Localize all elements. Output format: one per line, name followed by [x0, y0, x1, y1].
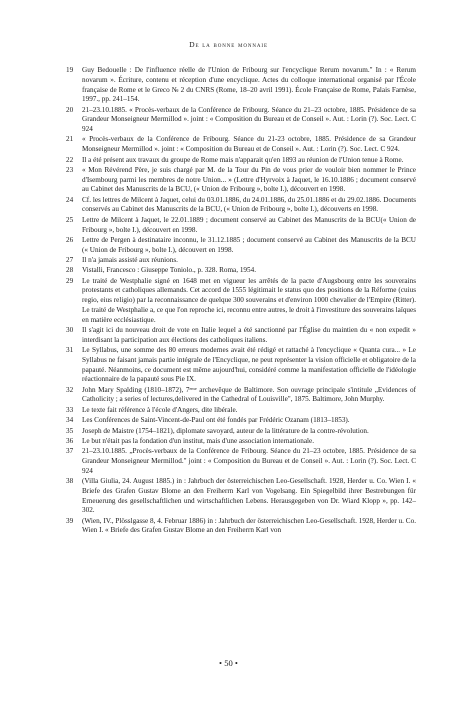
endnote-number: 26 — [66, 235, 74, 244]
endnote-text: (Villa Giulia, 24. August 1885.) in : Jahrbuch der österreichischen Leo-Gesellschaft. 1928, Herder u. Co. Wien I. « Briefe des Grafen Gustav Blome an den Freiherrn Karl von Vogelsang. Ein Spiegelbild ihrer Bestrebungen für Erneuerung des gesellschaftlichen und wirtschaftlichen Lebens. Herausgegeben von Dr. Wiard Klopp », pp. 142–302. — [82, 477, 416, 515]
endnote — [66, 406, 416, 416]
endnote-text: Le traité de Westphalie signé en 1648 met en vigueur les arrêtés de la pacte d'Augsbourg entre les souverains protestants et catholiques allemands. Cet accord de 1555 légitimait le status quo des positions de la Réforme (cuius regio, eius religio) par la reconnaissance de quelque 300 souverains et d'environ 1000 chevalier de l'Empire (Ritter). Le traité de Westphalie a, ce que l'on reproche ici, reconnu entre autres, le droit à l'investiture des souverains laïques en matière ecclésiastique. — [82, 276, 416, 324]
endnote-text: « Mon Révérend Père, je suis chargé par M. de la Tour du Pin de vous prier de vouloir bien nommer le Prince d'Isembourg parmi les membres de notre Union... » (Lettre d'Hyrvoix à Jaquet, le 16.10.1886 ; document conservé au Cabinet des Manuscrits de la BCU, (« Union de Fribourg », bolte I.), découvert en 1998. — [82, 165, 416, 194]
endnote-number: 31 — [66, 346, 74, 355]
endnote — [66, 156, 416, 166]
endnote — [66, 256, 416, 266]
endnote — [66, 216, 416, 236]
endnote-text: Joseph de Maistre (1754–1821), diplomate savoyard, auteur de la littérature de la contre-révolution. — [82, 426, 369, 435]
endnote-text: Les Conférences de Saint-Vincent-de-Paul ont été fondés par Frédéric Ozanam (1813–1853). — [82, 416, 350, 425]
running-head: De la bonne monnaie — [189, 40, 268, 49]
endnote-number: 22 — [66, 155, 74, 164]
endnote-number: 25 — [66, 215, 74, 224]
endnote-number: 20 — [66, 105, 74, 114]
endnote — [66, 447, 416, 476]
endnote-text: Le but n'était pas la fondation d'un institut, mais d'une association internationale. — [82, 436, 315, 445]
endnote-number: 19 — [66, 66, 74, 74]
endnote-number: 21 — [66, 135, 74, 144]
endnote — [66, 326, 416, 346]
endnote-text: Lettre de Milcent à Jaquet, le 22.01.1889 ; document conservé au Cabinet des Manuscrits de la BCU(« Union de Fribourg », bolte I.), découvert en 1998. — [82, 215, 416, 234]
endnote — [66, 346, 416, 385]
endnote-number: 23 — [66, 165, 74, 174]
endnote-text: 21–23.10.1885. „Procès-verbaux de la Conférence de Fribourg. Séance du 21–23 octobre, 1885. Présidence de sa Grandeur Monseigneur Mermillod." joint : « Composition du Bureau et de Conseil ». Aut. : Lorin (?). Soc. Lect. C 924 — [82, 447, 416, 475]
endnote — [66, 416, 416, 426]
endnote — [66, 477, 416, 516]
endnote-number: 27 — [66, 256, 74, 264]
endnote-text: Cf. les lettres de Milcent à Jaquet, celui du 03.01.1886, du 24.01.1886, du 25.01.1886 et du 29.02.1886. Documents conservés au Cabinet des Manuscrits de la BCU, (« Union de Fribourg », bolte I.), découverts en 1998. — [82, 195, 416, 214]
endnote-number: 32 — [66, 385, 74, 394]
endnote-number: 35 — [66, 426, 74, 435]
endnotes-list — [66, 66, 416, 537]
endnote-text: Il a été présent aux travaux du groupe de Rome mais n'apparait qu'en 1893 au réunion de l'Union tenue à Rome. — [82, 155, 404, 164]
endnote — [66, 386, 416, 406]
endnote-text: Guy Bedouelle : De l'influence réelle de l'Union de Fribourg sur l'encyclique Rerum novarum." In : « Rerum novarum ». Écriture, contenu et réception d'une encyclique. Actes du colloque international organisé par l'École française de Rome et le Greco № 2 du CNRS (Rome, 18–20 avril 1991). École Française de Rome, Palais Farnèse, 1997., pp. 241–154. — [82, 66, 416, 104]
endnote — [66, 196, 416, 216]
endnote — [66, 166, 416, 195]
endnote-text: Il s'agit ici du nouveau droit de vote en Italie lequel a été sanctionné par l'Église du maintien du « non expedit » interdisant la participation aux élections des catholiques italiens. — [82, 326, 416, 344]
endnote-number: 28 — [66, 266, 74, 275]
endnote — [66, 66, 416, 105]
endnote-text: Le Syllabus, une somme des 80 erreurs modernes avait été rédigé et rattaché à l'encyclique « Quanta cura... » Le Syllabus ne faisant jamais partie intégrale de l'Encyclique, ne peut représenter la vision officielle et obligatoire de la papauté. Néanmoins, ce document est même aujourd'hui, considéré comme la manifestation officielle de l'idéologie réactionnaire de la papauté sous Pie IX. — [82, 346, 416, 384]
endnote-number: 37 — [66, 447, 74, 456]
endnote-number: 30 — [66, 326, 74, 335]
endnote — [66, 106, 416, 135]
endnote-number: 34 — [66, 416, 74, 425]
endnote-number: 24 — [66, 195, 74, 204]
endnote — [66, 266, 416, 276]
endnote-number: 38 — [66, 477, 74, 486]
endnote-text: « Procès-verbaux de la Conférence de Fribourg. Séance du 21-23 octobre, 1885. Présidence de sa Grandeur Monseigneur Mermillod ». joint : « Composition du Bureau et de Conseil ». Aut. : Lorin (?). Soc. Lect. C 924. — [82, 135, 416, 154]
endnote — [66, 517, 416, 537]
endnote-text: Lettre de Pergen à destinataire inconnu, le 31.12.1885 ; document conservé au Cabinet des Manuscrits de la BCU (« Union de Fribourg », bolte I.), découvert en 1998. — [82, 235, 416, 254]
endnote-text: 21–23.10.1885. « Procès-verbaux de la Conférence de Fribourg. Séance du 21–23 octobre, 1885. Présidence de sa Grandeur Monseigneur Mermillod ». joint : « Composition du Bureau et de Conseil ». Aut. : Lorin (?). Soc. Lect. C 924 — [82, 105, 416, 134]
endnote-text: Vistalli, Francesco : Giuseppe Toniolo., p. 328. Roma, 1954. — [82, 266, 257, 275]
endnote — [66, 236, 416, 256]
endnote — [66, 437, 416, 447]
endnote-number: 29 — [66, 276, 74, 285]
endnote — [66, 135, 416, 155]
endnote-number: 33 — [66, 405, 74, 414]
endnote-text: John Mary Spalding (1810–1872), 7ᵉᵐᵉ archevêque de Baltimore. Son ouvrage principale s'intitule „Evidences of Catholicity ; a series of lectures,delivered in the Cathedral of Louisville", 1875. Baltimore, John Murphy. — [82, 385, 416, 404]
endnote-text: Le texte fait référence à l'école d'Angers, dite libérale. — [82, 405, 238, 414]
page-number: • 50 • — [219, 658, 238, 668]
endnote-number: 39 — [66, 516, 74, 525]
endnote-text: Il n'a jamais assisté aux réunions. — [82, 256, 178, 264]
endnote — [66, 427, 416, 437]
endnote — [66, 277, 416, 326]
endnote-number: 36 — [66, 436, 74, 445]
endnote-text: (Wien, IV., Plösslgasse 8, 4. Februar 1886) in : Jahrbuch der österreichischen Leo-Gesellschaft. 1928, Herder u. Co. Wien I. « Briefe des Grafen Gustav Blome an den Freiherrn Karl von — [82, 516, 416, 535]
